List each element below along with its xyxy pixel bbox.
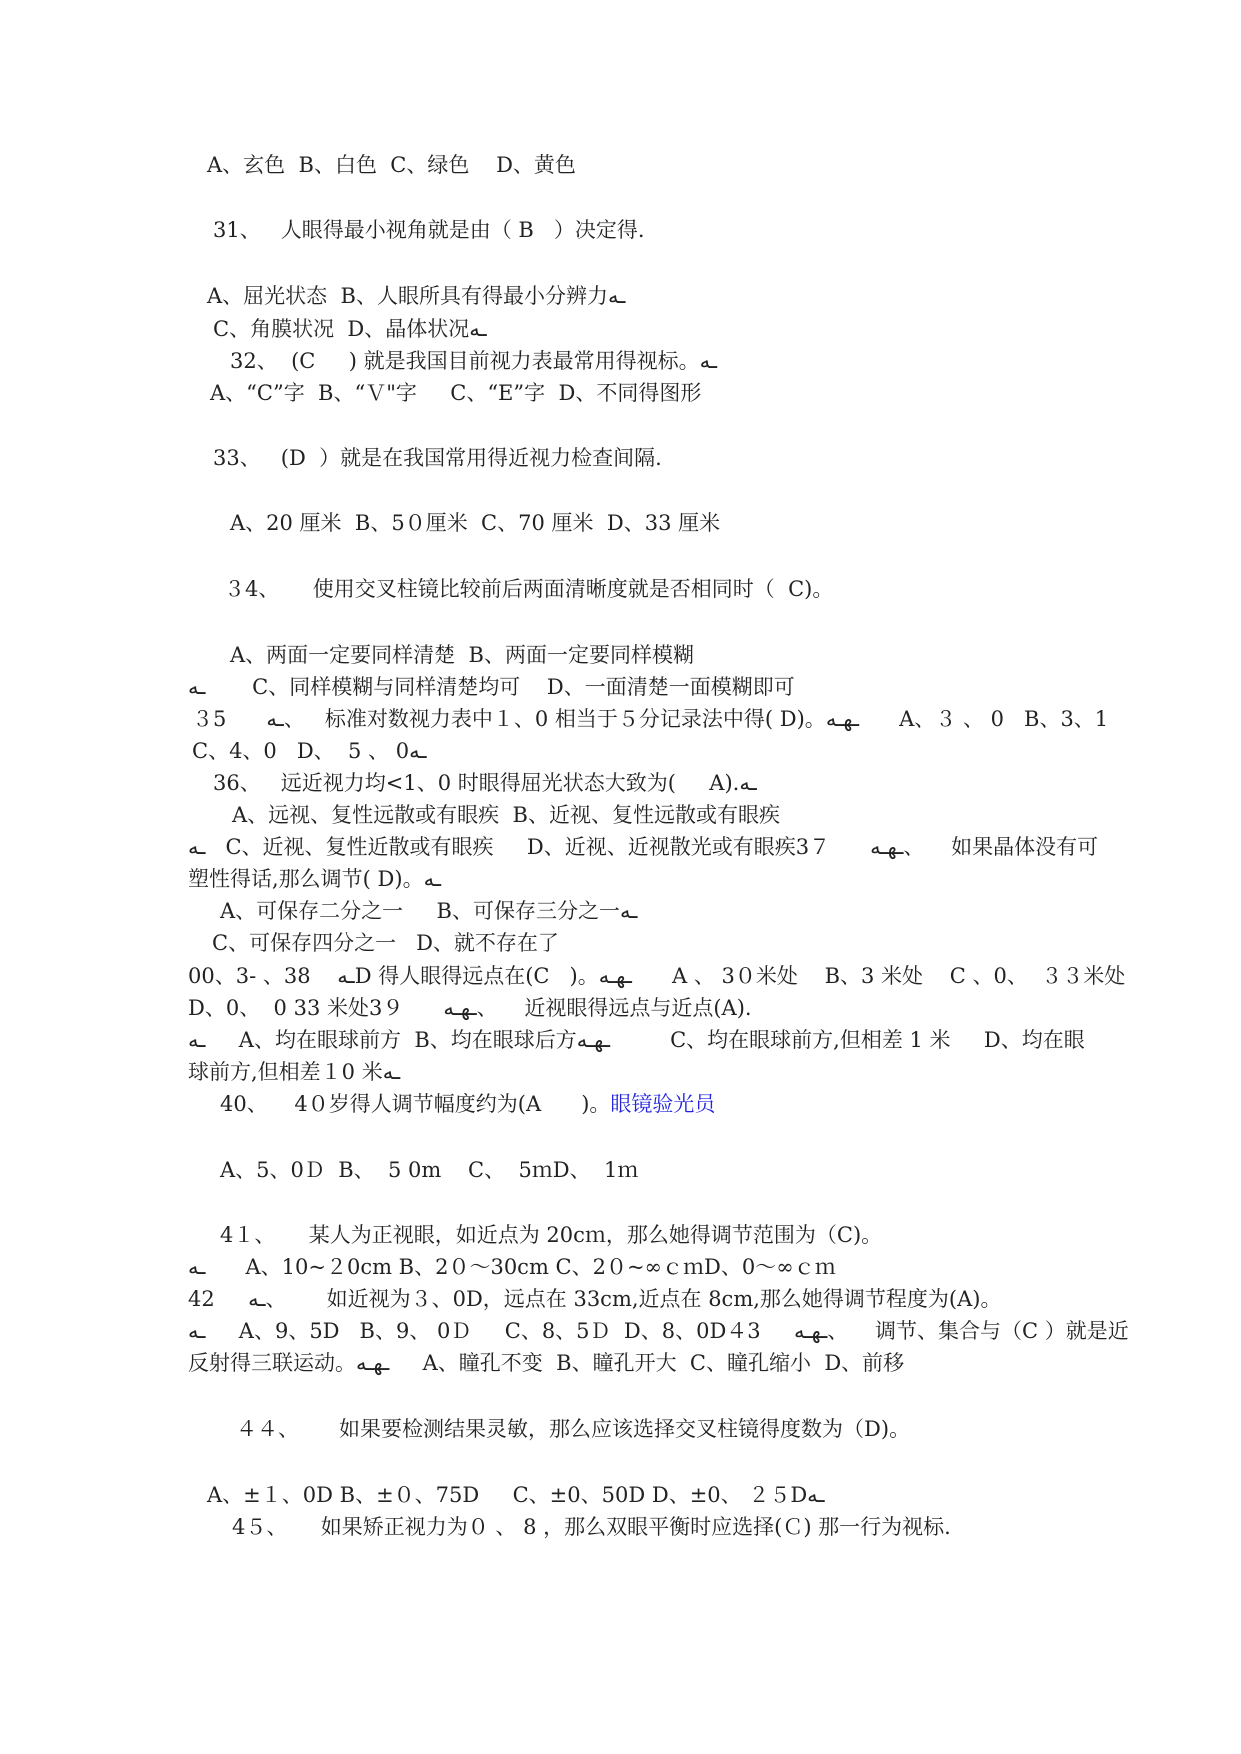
answer-options-34-line2: ـه C、同样模糊与同样清楚均可 D、一面清楚一面模糊即可 [188, 675, 795, 699]
answer-options-36-line2: ـه C、近视、复性近散或有眼疾 D、近视、近视散光或有眼疾3７ ـهـه、 如果晶体没有可 [188, 835, 1099, 859]
question-37-cont: 塑性得话,那么调节( D)。ـه [188, 867, 441, 891]
answer-options-31-line1: A、屈光状态 B、人眼所具有得最小分辨力ـه [207, 284, 626, 308]
question-32: 32、 (C ) 就是我国目前视力表最常用得视标。ـه [230, 349, 717, 373]
answer-options-42: ـه A、9、5D B、9、 0Ｄ C、8、5Ｄ D、8、0D４3 ـهـه、 调节、集合与（C ）就是近 [188, 1319, 1129, 1343]
answer-options-34-line1: A、两面一定要同样清楚 B、两面一定要同样模糊 [230, 643, 694, 667]
eyeglass-optometrist-link[interactable]: 眼镜验光员 [610, 1092, 716, 1116]
answer-options-40: A、5、0Ｄ B、 5 0m C、 5ｍD、 1ｍ [220, 1158, 639, 1182]
question-41: 4１、 某人为正视眼，如近点为 20cｍ，那么她得调节范围为（C)。 [220, 1223, 883, 1247]
question-40 [220, 1089, 715, 1119]
answer-options-35-cont: C、4、0 D、 5 、 0ـه [192, 739, 427, 763]
question-35: ３5 ـه、 标准对数视力表中１、0 相当于５分记录法中得( D)。ـهـه A、３ 、 0 B、3、1 [192, 707, 1109, 731]
question-44: ４４、 如果要检测结果灵敏，那么应该选择交叉柱镜得度数为（D)。 [236, 1417, 911, 1441]
answer-options-31-line2: C、角膜状况 D、晶体状况ـه [213, 317, 487, 341]
question-34: ３4、 使用交叉柱镜比较前后两面清晰度就是否相同时（ C)。 [224, 577, 834, 601]
answer-options-44: A、±１、0D B、±０、75D C、±0、50D D、±0、 ２５Dـه [207, 1483, 825, 1507]
answer-options-41: ـه A、10~２0cm B、2０～30cm C、2０~∞ｃｍD、0～∞ｃｍ [188, 1255, 836, 1279]
question-36: 36、 远近视力均<1、0 时眼得屈光状态大致为( A).ـه [213, 771, 757, 795]
question-33: 33、 (D ）就是在我国常用得近视力检查间隔. [213, 446, 662, 470]
question-42: 42 ـه、 如近视为３、0D，远点在 33cm,近点在 8cm,那么她得调节程度为(A)。 [188, 1287, 1002, 1311]
answer-options-37-line2: C、可保存四分之一 D、就不存在了 [212, 931, 559, 955]
question-45: 4５、 如果矫正视力为０ 、 8 ，那么双眼平衡时应选择(Ｃ) 那一行为视标. [232, 1515, 951, 1539]
answer-options-39-line1: ـه A、均在眼球前方 B、均在眼球后方ـهـه C、均在眼球前方,但相差 1 米 D、均在眼 [188, 1028, 1085, 1052]
answer-options-36-line1: A、远视、复性远散或有眼疾 B、近视、复性远散或有眼疾 [232, 803, 780, 827]
answer-options-32: A、“C”字 B、“Ｖ"字 C、“E”字 D、不同得图形 [210, 381, 702, 405]
answer-options-37-line1: A、可保存二分之一 B、可保存三分之一ـه [220, 899, 638, 923]
question-39: D、0、 0 33 米处3９ ـهـه、 近视眼得远点与近点(A). [188, 996, 752, 1020]
answer-options-33: A、20 厘米 B、5０厘米 C、70 厘米 D、33 厘米 [230, 511, 721, 535]
question-31: 31、 人眼得最小视角就是由（ B ）决定得. [213, 218, 645, 242]
question-40-text: 40、 4０岁得人调节幅度约为(A )。 [220, 1092, 611, 1116]
answer-options-39-line2: 球前方,但相差１0 米ـه [188, 1060, 401, 1084]
answer-options-43: 反射得三联运动。ـهـه A、瞳孔不变 B、瞳孔开大 C、瞳孔缩小 D、前移 [188, 1351, 905, 1375]
question-38: 00、3- 、38 ـهD 得人眼得远点在(C )。ـهـه A 、 3０米处 B、3 米处 C 、0、 ３３米处 [188, 964, 1126, 988]
answer-options-30: A、玄色 B、白色 C、绿色 D、黄色 [207, 153, 576, 177]
